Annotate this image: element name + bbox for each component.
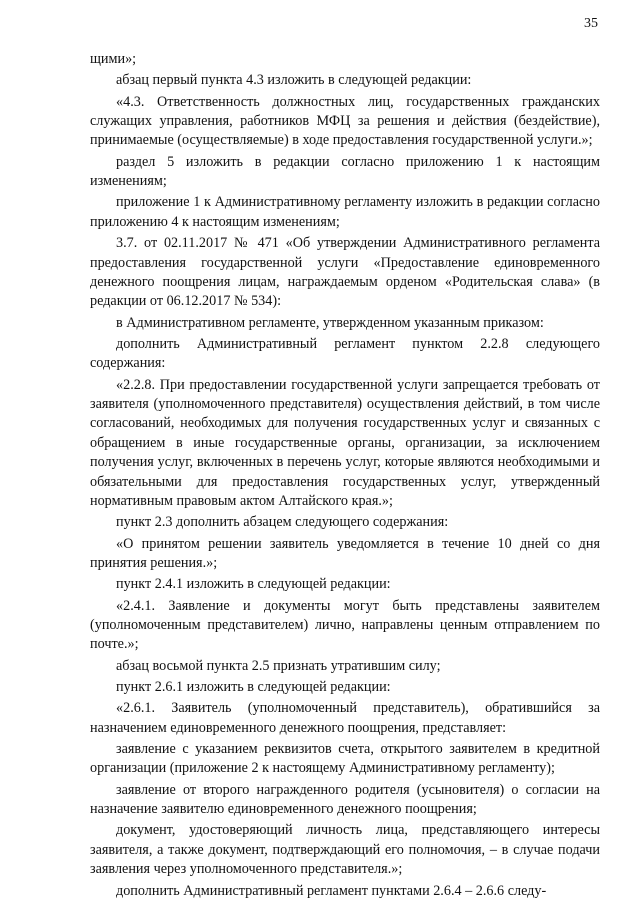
paragraph: пункт 2.4.1 изложить в следующей редакции: [116,576,391,593]
paragraph: «2.4.1. Заявление и документы могут быть представлены заявителем (уполномоченным представителем) лично, направлены ценным отправлением по почте.»; [90,597,600,653]
paragraph: приложение 1 к Административному регламенту изложить в редакции согласно приложению 4 к настоящим изменениям; [90,194,600,230]
paragraph: абзац первый пункта 4.3 изложить в следующей редакции: [116,72,472,89]
paragraph: абзац восьмой пункта 2.5 признать утратившим силу; [116,657,441,674]
paragraph: пункт 2.3 дополнить абзацем следующего содержания: [116,514,449,531]
paragraph: «О принятом решении заявитель уведомляется в течение 10 дней со дня принятия решения.»; [90,535,600,572]
paragraph: дополнить Административный регламент пунктом 2.2.8 следующего содержания: [90,335,600,372]
paragraph: «2.6.1. Заявитель (уполномоченный представитель), обратившийся за назначением единовременного денежного поощрения, представляет: [90,700,600,736]
paragraph: документ, удостоверяющий личность лица, представляющего интересы заявителя, а также документ, подтверждающий его полномочия, – в случае подачи заявления через уполномоченного представителя.»; [90,822,600,878]
paragraph: «2.2.8. При предоставлении государственной услуги запрещается требовать от заявителя (уполномоченного представителя) осуществления действий, в том числе согласований, необходимых для получения государственных услуг и связанных с обращением в иные государственные органы, организации, за исключением получения услуг, включенных в перечень услуг, которые являются необходимыми и обязательными для предоставления государственных услуг, утвержденный нормативным правовым актом Алтайского края.»; [90,376,600,510]
paragraph: заявление с указанием реквизитов счета, открытого заявителем в кредитной организации (приложение 2 к настоящему Административному регламенту); [90,741,600,777]
paragraph: пункт 2.6.1 изложить в следующей редакции: [116,679,391,696]
paragraph: щими»; [90,51,137,67]
paragraph: в Административном регламенте, утвержденном указанным приказом: [116,314,544,331]
paragraph: 3.7. от 02.11.2017 № 471 «Об утверждении Административного регламента предоставления государственной услуги «Предоставление единовременного денежного поощрения лицам, награждаемым орденом «Родительская слава» (в редакции от 06.12.2017 № 534): [90,235,600,310]
paragraph: раздел 5 изложить в редакции согласно приложению 1 к настоящим изменениям; [90,153,600,190]
paragraph: заявление от второго награжденного родителя (усыновителя) о согласии на назначение заявителю единовременного денежного поощрения; [90,781,600,818]
page-number: 35 [584,16,598,31]
paragraph: дополнить Административный регламент пунктами 2.6.4 – 2.6.6 следу- [116,882,547,899]
document-body [90,50,600,903]
paragraph: «4.3. Ответственность должностных лиц, государственных гражданских служащих управления, работников МФЦ за решения и действия (бездействие), принимаемые (осуществляемые) в ходе предоставления государственной услуги.»; [90,93,600,149]
